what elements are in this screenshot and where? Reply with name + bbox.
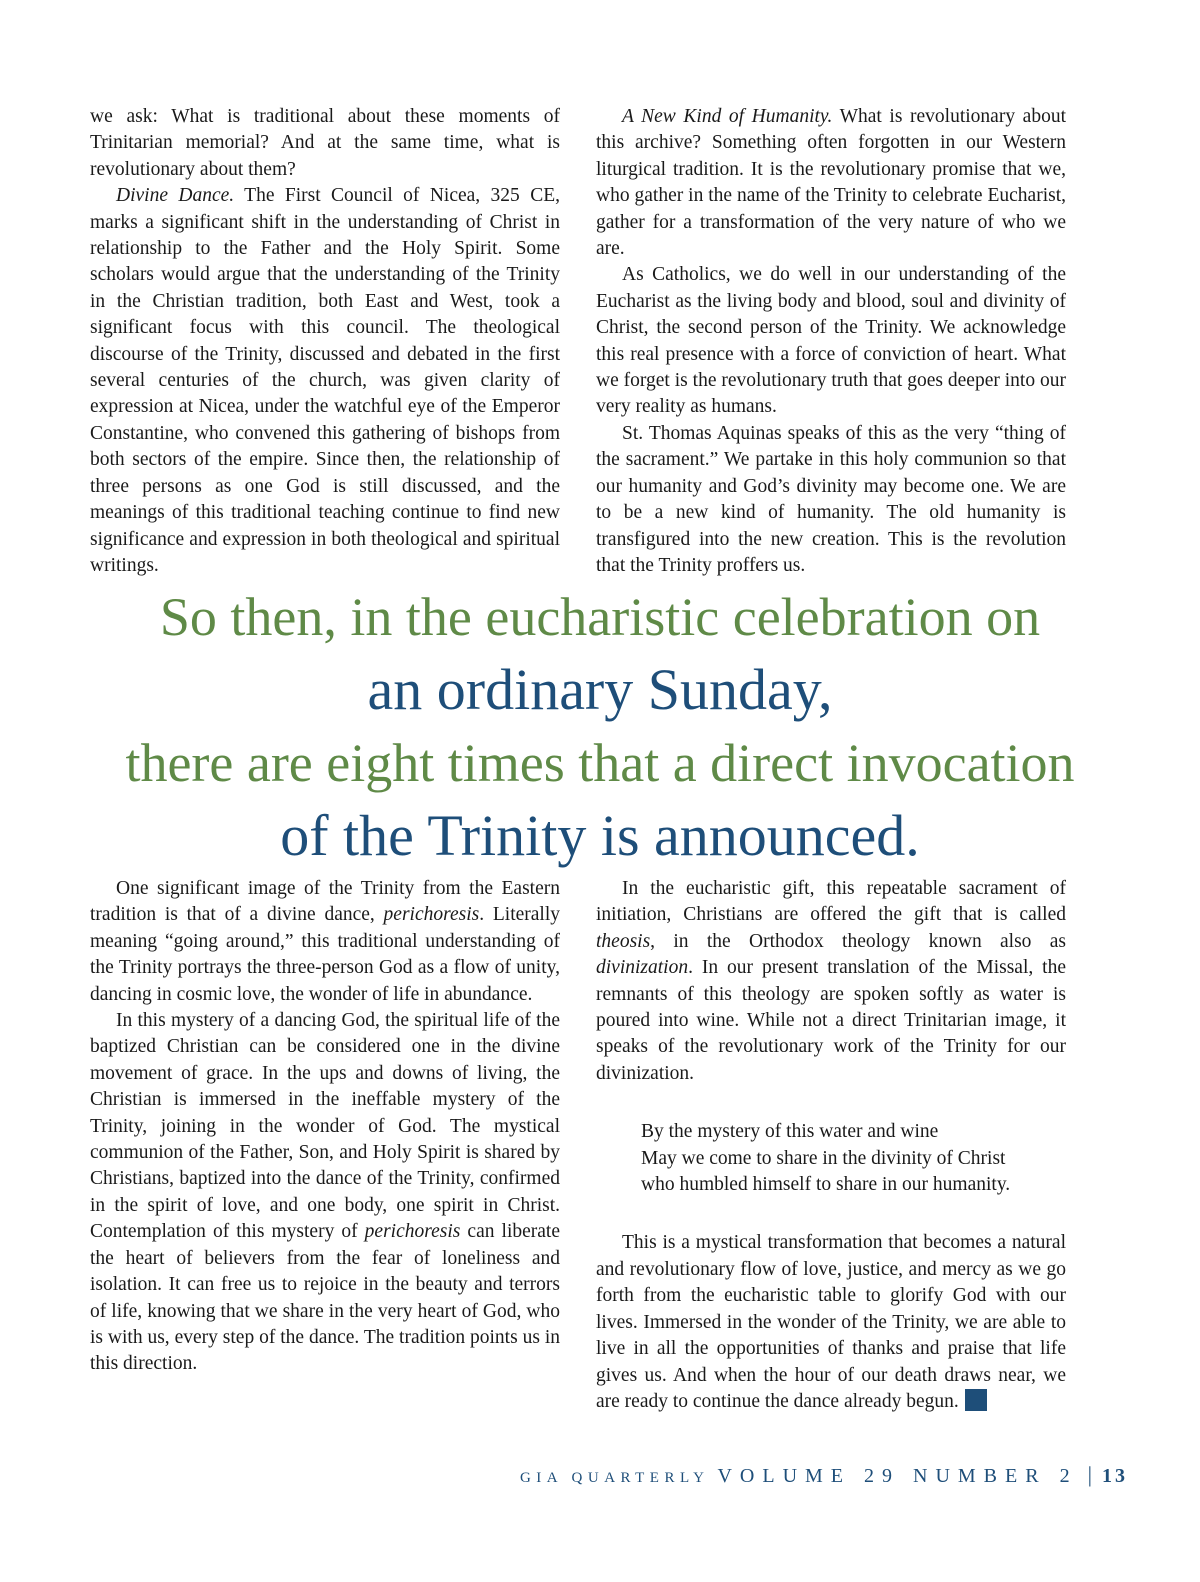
paragraph-text: The First Council of Nicea, 325 CE, marks a significant shift in the understanding of Christ in relationship to the Father and the Holy Spirit. Some scholars would argue that the understanding of the Trinity in the Christian tradition, both East and West, took a significant focus with this council. The theological discourse of the Trinity, discussed and debated in the first several centuries of the church, was given clarity of expression at Nicea, under the watchful eye of the Emperor Constantine, who convened this gathering of bishops from both sectors of the empire. Since then, the relationship of three persons as one God is still discussed, and the meanings of this traditional teaching continue to find new significance and expression in both theological and spiritual writings. <box>90 185 560 576</box>
paragraph: As Catholics, we do well in our understanding of the Eucharist as the living body and blood, soul and divinity of Christ, the second person of the Trinity. We acknowledge this real presence with a force of conviction of heart. What we forget is the revolutionary truth that goes deeper into our very reality as humans. <box>596 264 1066 418</box>
pull-quote-line-3: there are eight times that a direct invocation <box>125 733 1075 793</box>
verse-line: By the mystery of this water and wine <box>641 1121 939 1143</box>
italic-term: perichoresis <box>383 904 480 926</box>
prayer-verse <box>641 1119 1066 1198</box>
volume-number: VOLUME 29 NUMBER 2 <box>717 1465 1078 1487</box>
verse-line: who humbled himself to share in our humanity. <box>641 1174 1011 1196</box>
pull-quote-line-1: So then, in the eucharistic celebration on <box>159 587 1041 647</box>
pull-quote <box>60 582 1140 874</box>
article-column-top-left <box>90 104 560 579</box>
verse-line: May we come to share in the divinity of Christ <box>641 1147 1006 1169</box>
paragraph <box>90 183 560 579</box>
paragraph: St. Thomas Aquinas speaks of this as the very “thing of the sacrament.” We partake in this holy communion so that our humanity and God’s divinity may become one. We are to be a new kind of humanity. The old humanity is transfigured into the new creation. This is the revolution that the Trinity proffers us. <box>596 422 1066 576</box>
italic-term: theosis <box>596 930 651 952</box>
publication-name: GIA QUARTERLY <box>519 1470 710 1486</box>
italic-term: perichoresis <box>364 1221 461 1243</box>
end-of-article-square-icon <box>965 1389 987 1411</box>
paragraph-text: can liberate the heart of believers from the fear of loneliness and isolation. It can free us to rejoice in the beauty and terrors of life, knowing that we share in the very heart of God, who is with us, every step of the dance. The tradition points us in this direction. <box>90 1221 560 1375</box>
section-heading: A New Kind of Humanity. <box>622 106 833 127</box>
page-number: 13 <box>1102 1465 1128 1487</box>
article-column-bottom-right <box>596 876 1066 1415</box>
footer-separator: | <box>1087 1462 1092 1487</box>
italic-term: divinization <box>596 957 689 979</box>
paragraph <box>90 1008 560 1378</box>
paragraph-text: . Literally meaning “going around,” this traditional understanding of the Trinity portrays the three-person God as a flow of unity, dancing in cosmic love, the wonder of life in abundance. <box>90 904 560 1005</box>
paragraph: we ask: What is traditional about these moments of Trinitarian memorial? And at the same time, what is revolutionary about them? <box>90 106 560 180</box>
pull-quote-line-2: an ordinary Sunday, <box>367 657 833 722</box>
page-footer <box>520 1462 1128 1488</box>
paragraph-text: In this mystery of a dancing God, the spiritual life of the baptized Christian can be considered one in the divine movement of grace. In the ups and downs of living, the Christian is immersed in the ineffable mystery of the Trinity, joining in the wonder of God. The mystical communion of the Father, Son, and Holy Spirit is shared by Christians, baptized into the dance of the Trinity, confirmed in the spirit of love, and one body, one spirit in Christ. Contemplation of this mystery of <box>90 1010 560 1243</box>
paragraph-text: One significant image of the Trinity from the Eastern tradition is that of a divine dance, <box>90 878 560 926</box>
section-heading: Divine Dance. <box>116 185 235 207</box>
article-column-bottom-left <box>90 876 560 1378</box>
paragraph-text: This is a mystical transformation that becomes a natural and revolutionary flow of love, justice, and mercy as we go forth from the eucharistic table to glorify God with our lives. Immersed in the wonder of the Trinity, we are able to live in all the opportunities of thanks and praise that life gives us. And when the hour of our death draws near, we are ready to continue the dance already begun. <box>596 1232 1066 1412</box>
paragraph <box>596 1230 1066 1415</box>
article-column-top-right <box>596 104 1066 579</box>
paragraph-text: . In our present translation of the Missal, the remnants of this theology are spoken softly as water is poured into wine. While not a direct Trinitarian image, it speaks of the revolutionary work of the Trinity for our divinization. <box>596 957 1066 1084</box>
pull-quote-line-4: of the Trinity is announced. <box>280 803 920 868</box>
paragraph <box>596 104 1066 262</box>
paragraph <box>90 876 560 1008</box>
paragraph-text: What is revolutionary about this archive? Something often forgotten in our Western liturgical tradition. It is the revolutionary promise that we, who gather in the name of the Trinity to celebrate Eucharist, gather for a transformation of the very nature of who we are. <box>596 106 1066 260</box>
paragraph-text: In the eucharistic gift, this repeatable sacrament of initiation, Christians are offered the gift that is called <box>596 878 1066 926</box>
paragraph <box>596 876 1066 1087</box>
paragraph-text: , in the Orthodox theology known also as <box>650 930 1066 952</box>
